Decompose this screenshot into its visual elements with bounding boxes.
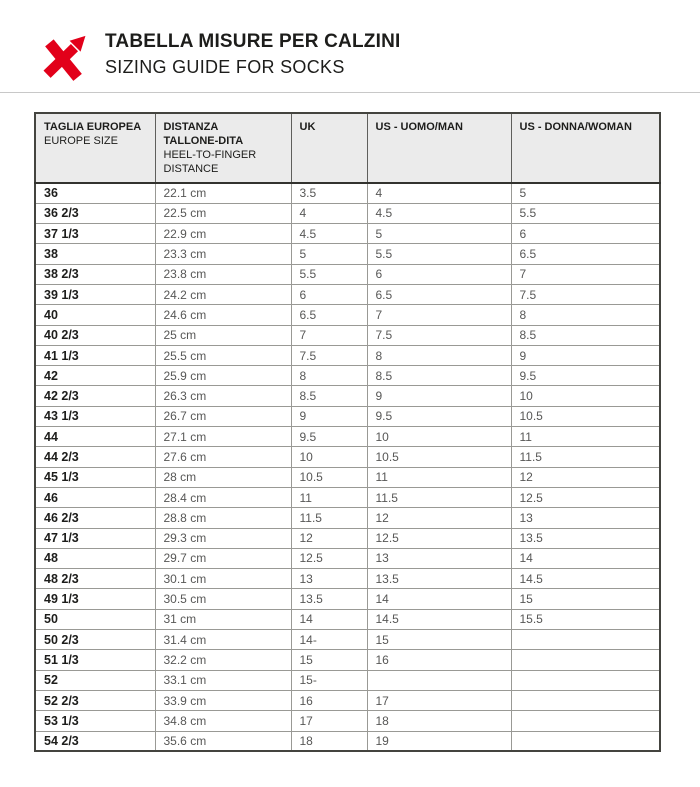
uk-cell: 11 — [291, 487, 367, 507]
size-cell: 36 2/3 — [35, 203, 155, 223]
uk-cell: 3.5 — [291, 183, 367, 203]
us-man-cell: 12 — [367, 508, 511, 528]
us-man-cell: 17 — [367, 690, 511, 710]
distance-cell: 31 cm — [155, 609, 291, 629]
distance-cell: 23.3 cm — [155, 244, 291, 264]
col-header-line: TALLONE-DITA — [163, 135, 244, 147]
size-cell: 37 1/3 — [35, 224, 155, 244]
distance-cell: 28.8 cm — [155, 508, 291, 528]
distance-cell: 26.7 cm — [155, 406, 291, 426]
us-man-cell: 5 — [367, 224, 511, 244]
uk-cell: 7.5 — [291, 345, 367, 365]
uk-cell: 5.5 — [291, 264, 367, 284]
us-woman-cell: 8 — [511, 305, 660, 325]
us-woman-cell — [511, 630, 660, 650]
us-man-cell: 7 — [367, 305, 511, 325]
distance-cell: 26.3 cm — [155, 386, 291, 406]
table-row — [35, 224, 660, 244]
table-row — [35, 569, 660, 589]
col-header-line: US - DONNA/WOMAN — [519, 121, 632, 133]
distance-cell: 24.2 cm — [155, 284, 291, 304]
col-header-distance — [155, 113, 291, 183]
us-man-cell: 7.5 — [367, 325, 511, 345]
us-woman-cell — [511, 711, 660, 731]
us-woman-cell: 14 — [511, 548, 660, 568]
uk-cell: 14- — [291, 630, 367, 650]
col-header-line: DISTANZA — [163, 121, 219, 133]
table-row — [35, 650, 660, 670]
uk-cell: 17 — [291, 711, 367, 731]
distance-cell: 25.9 cm — [155, 366, 291, 386]
us-man-cell: 18 — [367, 711, 511, 731]
page-title: TABELLA MISURE PER CALZINI — [105, 31, 401, 52]
us-man-cell: 5.5 — [367, 244, 511, 264]
distance-cell: 30.1 cm — [155, 569, 291, 589]
uk-cell: 9 — [291, 406, 367, 426]
distance-cell: 33.9 cm — [155, 690, 291, 710]
us-woman-cell: 8.5 — [511, 325, 660, 345]
col-header-line: EUROPE SIZE — [44, 135, 118, 147]
table-row — [35, 528, 660, 548]
size-cell: 50 — [35, 609, 155, 629]
size-cell: 45 1/3 — [35, 467, 155, 487]
table-row — [35, 284, 660, 304]
size-cell: 49 1/3 — [35, 589, 155, 609]
size-cell: 46 — [35, 487, 155, 507]
table-row — [35, 345, 660, 365]
uk-cell: 11.5 — [291, 508, 367, 528]
page-header — [0, 0, 700, 93]
size-cell: 52 2/3 — [35, 690, 155, 710]
table-row — [35, 305, 660, 325]
us-woman-cell: 7.5 — [511, 284, 660, 304]
uk-cell: 6 — [291, 284, 367, 304]
uk-cell: 7 — [291, 325, 367, 345]
size-cell: 50 2/3 — [35, 630, 155, 650]
size-cell: 47 1/3 — [35, 528, 155, 548]
size-cell: 44 — [35, 427, 155, 447]
distance-cell: 22.9 cm — [155, 224, 291, 244]
us-man-cell: 13.5 — [367, 569, 511, 589]
distance-cell: 29.7 cm — [155, 548, 291, 568]
us-woman-cell — [511, 650, 660, 670]
us-man-cell: 12.5 — [367, 528, 511, 548]
table-row — [35, 406, 660, 426]
col-header-line: US - UOMO/MAN — [375, 121, 463, 133]
table-row — [35, 548, 660, 568]
distance-cell: 22.1 cm — [155, 183, 291, 203]
size-cell: 51 1/3 — [35, 650, 155, 670]
us-man-cell: 15 — [367, 630, 511, 650]
table-row — [35, 487, 660, 507]
us-man-cell: 6 — [367, 264, 511, 284]
page-subtitle: SIZING GUIDE FOR SOCKS — [105, 57, 345, 77]
us-man-cell: 10 — [367, 427, 511, 447]
col-header-us-man — [367, 113, 511, 183]
uk-cell: 4.5 — [291, 224, 367, 244]
us-woman-cell: 10.5 — [511, 406, 660, 426]
uk-cell: 5 — [291, 244, 367, 264]
distance-cell: 33.1 cm — [155, 670, 291, 690]
us-woman-cell: 12 — [511, 467, 660, 487]
size-cell: 53 1/3 — [35, 711, 155, 731]
distance-cell: 28 cm — [155, 467, 291, 487]
size-cell: 41 1/3 — [35, 345, 155, 365]
us-woman-cell: 13 — [511, 508, 660, 528]
size-cell: 39 1/3 — [35, 284, 155, 304]
size-cell: 52 — [35, 670, 155, 690]
distance-cell: 27.1 cm — [155, 427, 291, 447]
table-row — [35, 427, 660, 447]
uk-cell: 15 — [291, 650, 367, 670]
us-man-cell: 6.5 — [367, 284, 511, 304]
us-woman-cell: 5 — [511, 183, 660, 203]
uk-cell: 14 — [291, 609, 367, 629]
distance-cell: 28.4 cm — [155, 487, 291, 507]
us-man-cell: 14 — [367, 589, 511, 609]
size-cell: 38 2/3 — [35, 264, 155, 284]
size-cell: 38 — [35, 244, 155, 264]
size-cell: 54 2/3 — [35, 731, 155, 751]
us-man-cell: 14.5 — [367, 609, 511, 629]
table-row — [35, 690, 660, 710]
us-woman-cell: 11.5 — [511, 447, 660, 467]
us-woman-cell: 10 — [511, 386, 660, 406]
col-header-europe-size — [35, 113, 155, 183]
uk-cell: 18 — [291, 731, 367, 751]
distance-cell: 27.6 cm — [155, 447, 291, 467]
us-woman-cell: 9.5 — [511, 366, 660, 386]
uk-cell: 12.5 — [291, 548, 367, 568]
uk-cell: 13 — [291, 569, 367, 589]
uk-cell: 10 — [291, 447, 367, 467]
uk-cell: 9.5 — [291, 427, 367, 447]
us-woman-cell — [511, 690, 660, 710]
col-header-line: HEEL-TO-FINGER — [163, 149, 257, 161]
distance-cell: 34.8 cm — [155, 711, 291, 731]
us-woman-cell — [511, 670, 660, 690]
table-row — [35, 244, 660, 264]
size-cell: 43 1/3 — [35, 406, 155, 426]
us-woman-cell: 6.5 — [511, 244, 660, 264]
table-wrapper — [34, 112, 700, 752]
uk-cell: 10.5 — [291, 467, 367, 487]
table-row — [35, 731, 660, 751]
size-cell: 46 2/3 — [35, 508, 155, 528]
us-man-cell: 9 — [367, 386, 511, 406]
us-woman-cell: 6 — [511, 224, 660, 244]
table-row — [35, 670, 660, 690]
distance-cell: 23.8 cm — [155, 264, 291, 284]
table-row — [35, 386, 660, 406]
us-woman-cell: 13.5 — [511, 528, 660, 548]
us-woman-cell — [511, 731, 660, 751]
us-man-cell: 19 — [367, 731, 511, 751]
uk-cell: 8.5 — [291, 386, 367, 406]
table-row — [35, 366, 660, 386]
table-row — [35, 264, 660, 284]
size-cell: 44 2/3 — [35, 447, 155, 467]
title-block — [105, 30, 400, 79]
col-header-line: DISTANCE — [163, 163, 219, 175]
table-row — [35, 447, 660, 467]
table-row — [35, 711, 660, 731]
us-woman-cell: 7 — [511, 264, 660, 284]
us-woman-cell: 14.5 — [511, 569, 660, 589]
us-man-cell: 11 — [367, 467, 511, 487]
uk-cell: 12 — [291, 528, 367, 548]
us-woman-cell: 11 — [511, 427, 660, 447]
uk-cell: 16 — [291, 690, 367, 710]
distance-cell: 31.4 cm — [155, 630, 291, 650]
table-row — [35, 630, 660, 650]
size-cell: 40 2/3 — [35, 325, 155, 345]
table-body — [35, 183, 660, 751]
distance-cell: 22.5 cm — [155, 203, 291, 223]
uk-cell: 6.5 — [291, 305, 367, 325]
us-man-cell: 8 — [367, 345, 511, 365]
distance-cell: 25.5 cm — [155, 345, 291, 365]
us-man-cell: 13 — [367, 548, 511, 568]
table-row — [35, 508, 660, 528]
distance-cell: 24.6 cm — [155, 305, 291, 325]
table-row — [35, 325, 660, 345]
table-row — [35, 467, 660, 487]
us-woman-cell: 15.5 — [511, 609, 660, 629]
us-woman-cell: 9 — [511, 345, 660, 365]
table-header-row — [35, 113, 660, 183]
table-row — [35, 203, 660, 223]
us-man-cell: 11.5 — [367, 487, 511, 507]
distance-cell: 25 cm — [155, 325, 291, 345]
table-row — [35, 183, 660, 203]
distance-cell: 32.2 cm — [155, 650, 291, 670]
uk-cell: 4 — [291, 203, 367, 223]
table-row — [35, 589, 660, 609]
uk-cell: 8 — [291, 366, 367, 386]
uk-cell: 15- — [291, 670, 367, 690]
us-woman-cell: 15 — [511, 589, 660, 609]
us-woman-cell: 12.5 — [511, 487, 660, 507]
size-cell: 42 — [35, 366, 155, 386]
us-man-cell: 10.5 — [367, 447, 511, 467]
us-man-cell: 9.5 — [367, 406, 511, 426]
us-man-cell: 4 — [367, 183, 511, 203]
distance-cell: 29.3 cm — [155, 528, 291, 548]
col-header-uk — [291, 113, 367, 183]
us-man-cell — [367, 670, 511, 690]
size-cell: 40 — [35, 305, 155, 325]
col-header-line: TAGLIA EUROPEA — [44, 121, 142, 133]
uk-cell: 13.5 — [291, 589, 367, 609]
col-header-line: UK — [299, 121, 316, 133]
us-man-cell: 16 — [367, 650, 511, 670]
size-cell: 48 2/3 — [35, 569, 155, 589]
us-man-cell: 8.5 — [367, 366, 511, 386]
us-woman-cell: 5.5 — [511, 203, 660, 223]
us-man-cell: 4.5 — [367, 203, 511, 223]
x-arrow-logo-icon — [40, 29, 87, 85]
col-header-us-woman — [511, 113, 660, 183]
size-cell: 48 — [35, 548, 155, 568]
distance-cell: 30.5 cm — [155, 589, 291, 609]
table-row — [35, 609, 660, 629]
size-cell: 36 — [35, 183, 155, 203]
distance-cell: 35.6 cm — [155, 731, 291, 751]
sizing-table — [34, 112, 661, 752]
size-cell: 42 2/3 — [35, 386, 155, 406]
